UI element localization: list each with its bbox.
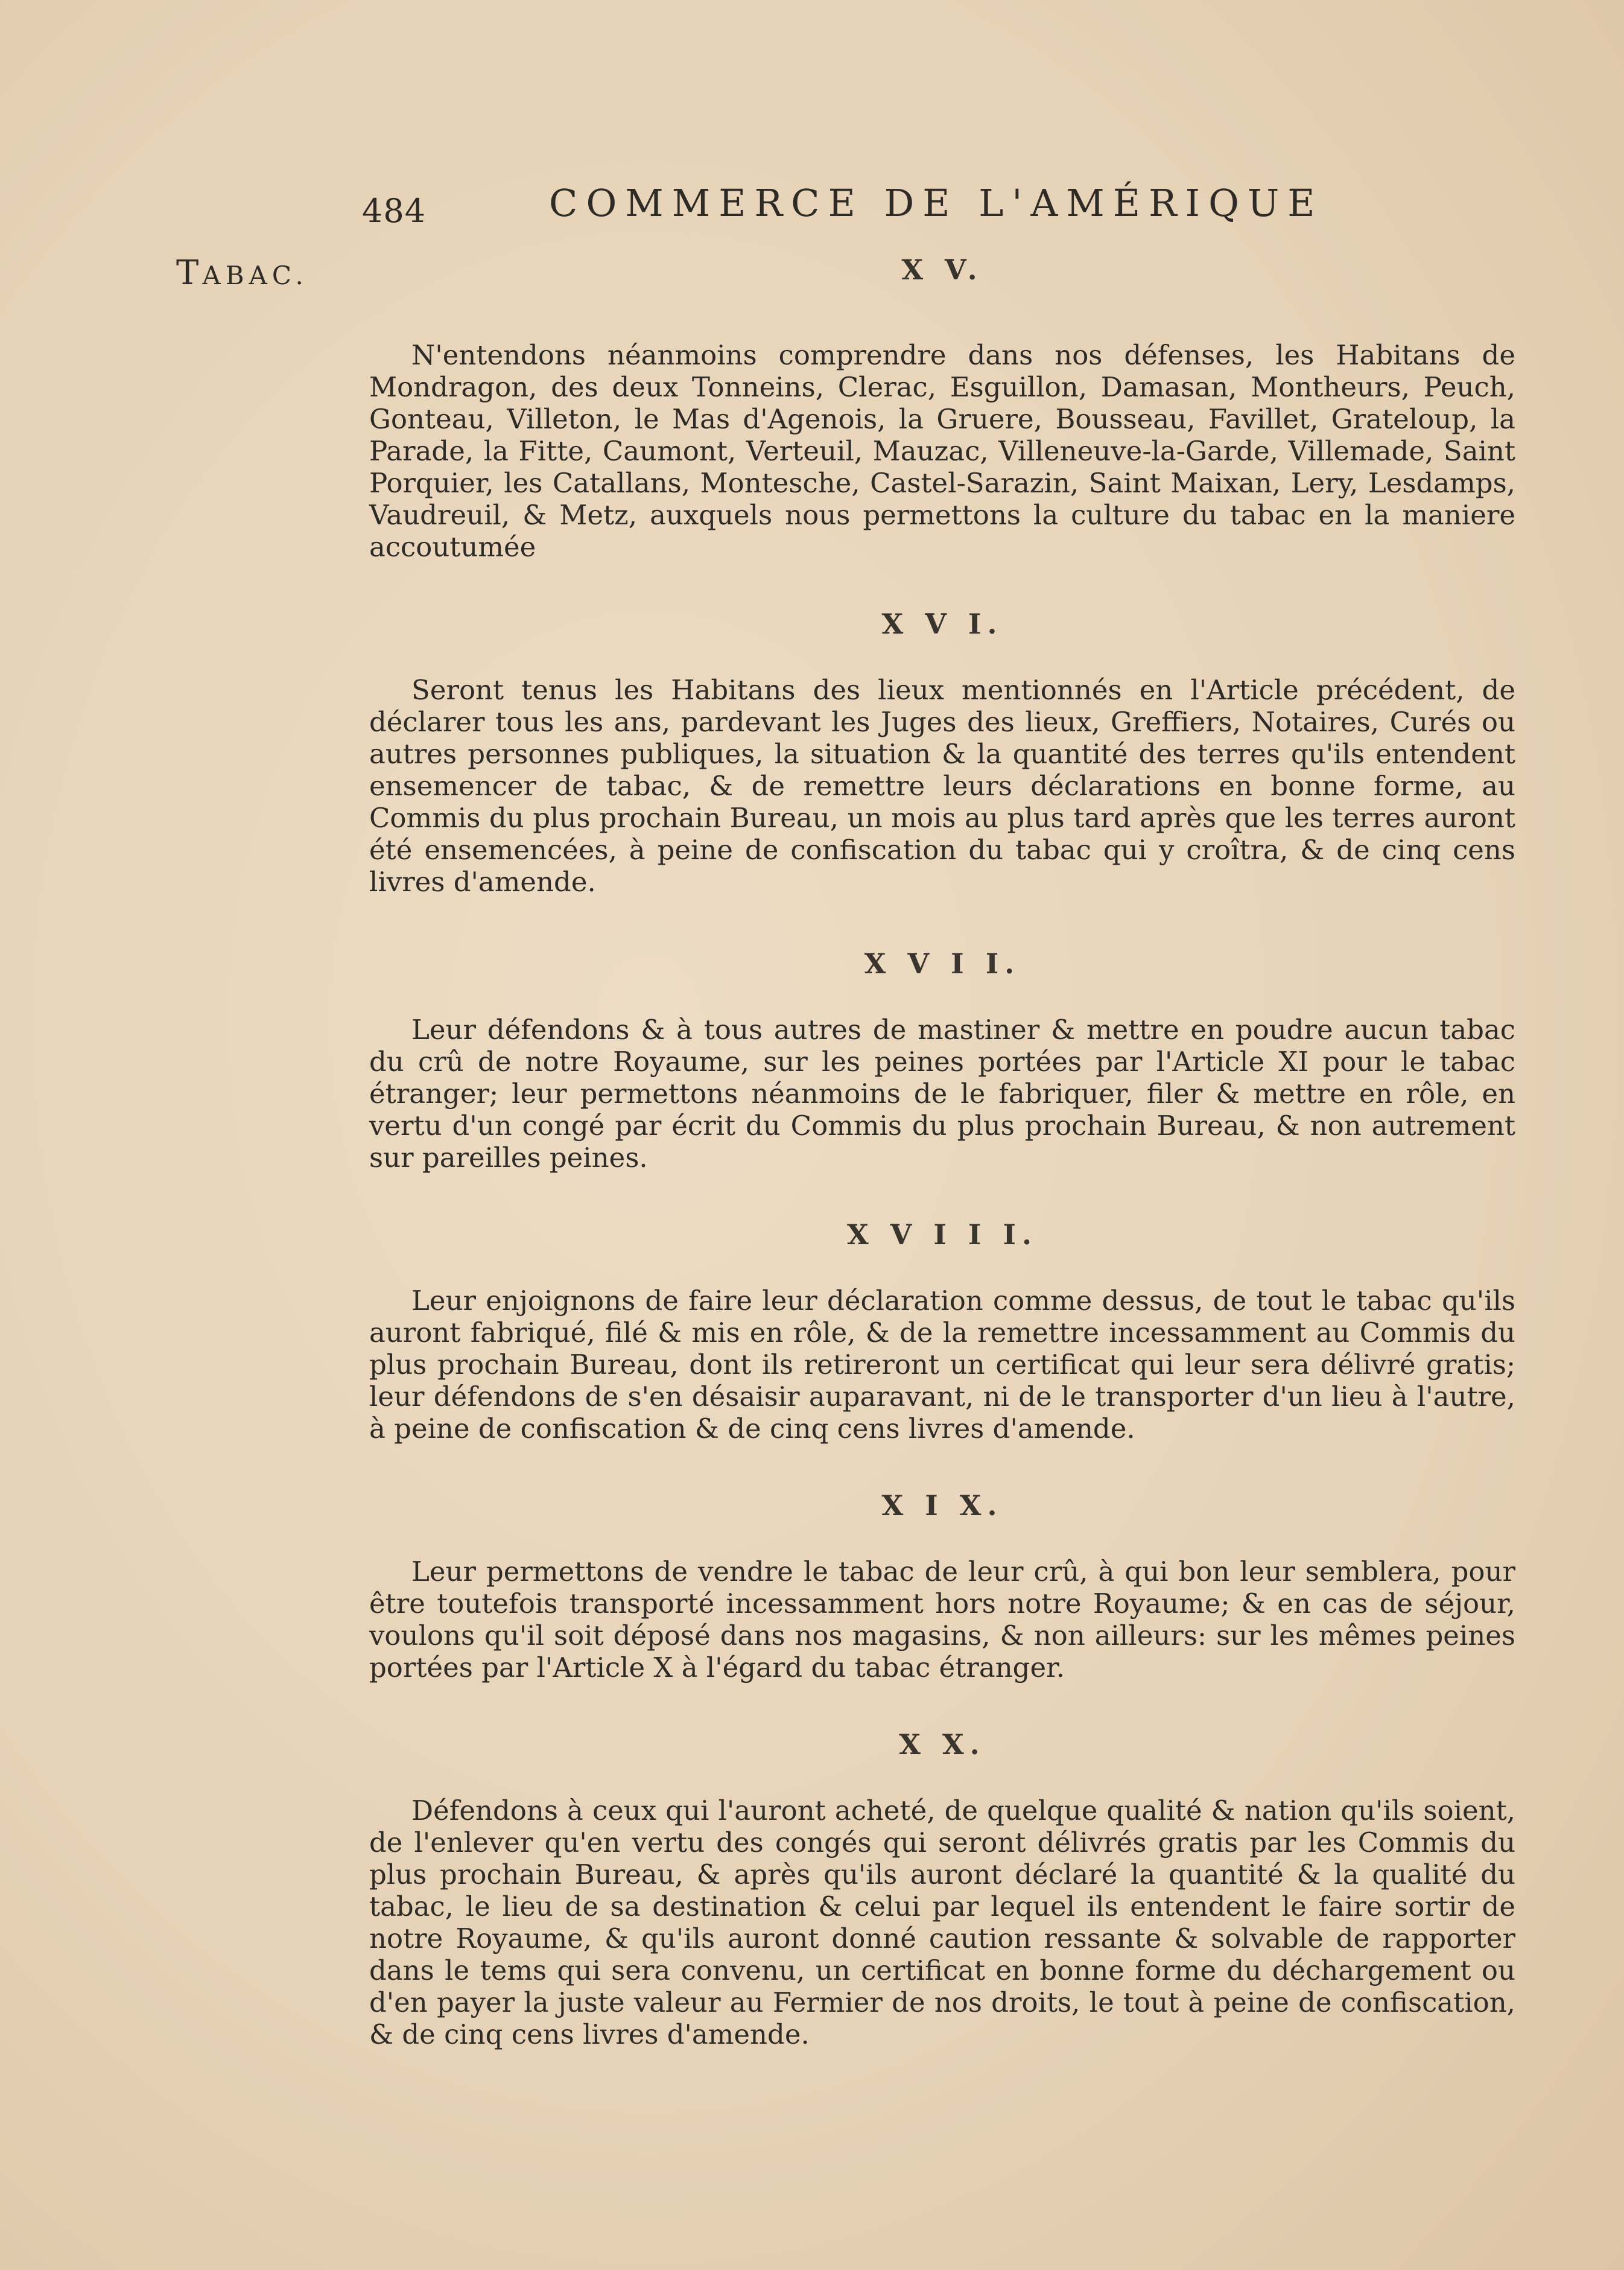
article-19 <box>369 1489 1515 1683</box>
margin-note <box>176 253 308 293</box>
article-number: X V I I. <box>864 947 1021 980</box>
margin-note-initial: T <box>176 253 203 293</box>
article-20 <box>369 1728 1515 2050</box>
article-17 <box>369 947 1515 1174</box>
article-number: X I X. <box>881 1489 1003 1522</box>
article-number: X V I. <box>881 608 1003 640</box>
page-header <box>362 181 1351 235</box>
article-16 <box>369 608 1515 898</box>
article-text: Seront tenus les Habitans des lieux mentionnés en l'Article précédent, de déclarer tous les ans, pardevant les Juges des lieux, Greffiers, Notaires, Curés ou autres personnes publiques, la situation & la quantité des terres qu'ils entendent ensemencer de tabac, & de remettre leurs déclarations en bonne forme, au Commis du plus prochain Bureau, un mois au plus tard après que les terres auront été ensemencées, à peine de confiscation du tabac qui y croîtra, & de cinq cens livres d'amende. <box>369 674 1515 898</box>
article-text: Leur défendons & à tous autres de mastiner & mettre en poudre aucun tabac du crû de notre Royaume, sur les peines portées par l'Article XI pour le tabac étranger; leur permettons néanmoins de le fabriquer, filer & mettre en rôle, en vertu d'un congé par écrit du Commis du plus prochain Bureau, & non autrement sur pareilles peines. <box>369 1014 1515 1174</box>
page-number: 484 <box>362 192 427 230</box>
article-18 <box>369 1218 1515 1445</box>
page-body <box>369 253 1515 2095</box>
article-text: Leur enjoignons de faire leur déclaration comme dessus, de tout le tabac qu'ils auront fabriqué, filé & mis en rôle, & de la remettre incessamment au Commis du plus prochain Bureau, dont ils retireront un certificat qui leur sera délivré gratis; leur défendons de s'en désaisir auparavant, ni de le transporter d'un lieu à l'autre, à peine de confiscation & de cinq cens livres d'amende. <box>369 1285 1515 1445</box>
running-title: COMMERCE DE L'AMÉRIQUE <box>549 181 1324 225</box>
article-text: N'entendons néanmoins comprendre dans nos défenses, les Habitans de Mondragon, des deux Tonneins, Clerac, Esguillon, Damasan, Montheurs, Peuch, Gonteau, Villeton, le Mas d'Agenois, la Gruere, Bousseau, Favillet, Grateloup, la Parade, la Fitte, Caumont, Verteuil, Mauzac, Villeneuve-la-Garde, Villemade, Saint Porquier, les Catallans, Montesche, Castel-Sarazin, Saint Maixan, Lery, Lesdamps, Vaudreuil, & Metz, auxquels nous permettons la culture du tabac en la maniere accoutumée <box>369 339 1515 563</box>
article-text: Leur permettons de vendre le tabac de leur crû, à qui bon leur semblera, pour être toutefois transporté incessamment hors notre Royaume; & en cas de séjour, voulons qu'il soit déposé dans nos magasins, & non ailleurs: sur les mêmes peines portées par l'Article X à l'égard du tabac étranger. <box>369 1556 1515 1683</box>
article-number: X X. <box>899 1728 986 1761</box>
article-number: X V I I I. <box>846 1218 1038 1251</box>
margin-note-rest: ABAC. <box>202 261 308 290</box>
article-text: Défendons à ceux qui l'auront acheté, de quelque qualité & nation qu'ils soient, de l'enlever qu'en vertu des congés qui seront délivrés gratis par les Commis du plus prochain Bureau, & après qu'ils auront déclaré la quantité & la qualité du tabac, le lieu de sa destination & celui par lequel ils entendent le faire sortir de notre Royaume, & qu'ils auront donné caution ressante & solvable de rapporter dans le tems qui sera convenu, un certificat en bonne forme du déchargement ou d'en payer la juste valeur au Fermier de nos droits, le tout à peine de confiscation, & de cinq cens livres d'amende. <box>369 1795 1515 2050</box>
article-15 <box>369 253 1515 563</box>
article-number: X V. <box>901 253 983 286</box>
